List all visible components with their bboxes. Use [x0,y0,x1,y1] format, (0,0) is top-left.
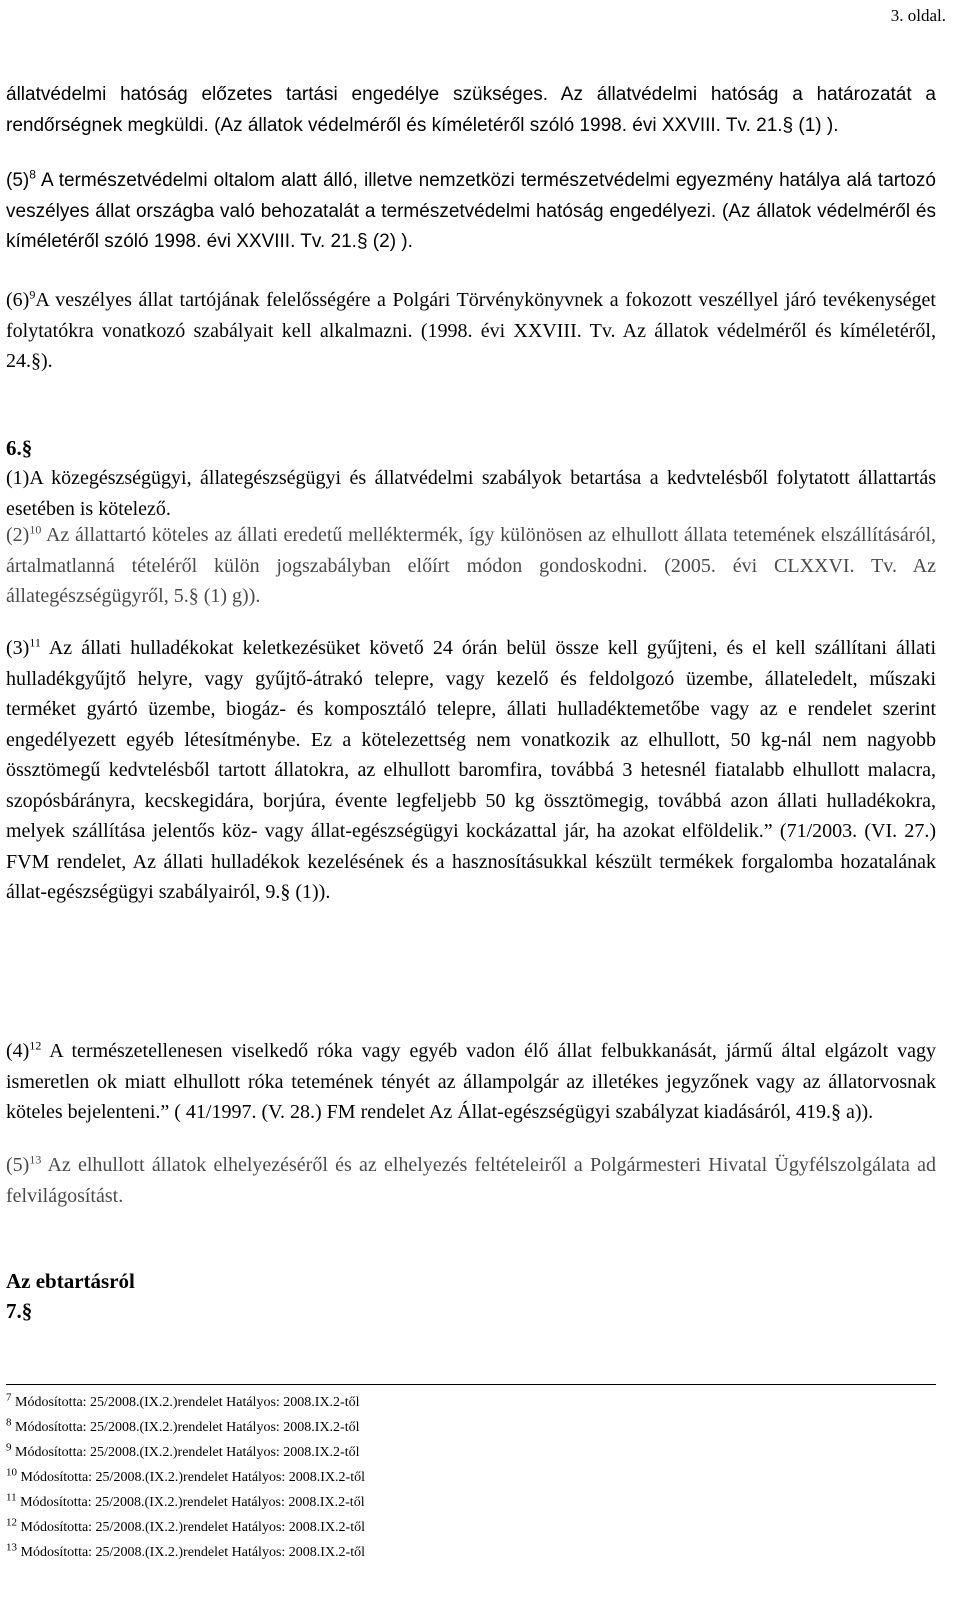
footnote [6,1490,936,1515]
section-6-paragraph-4 [6,1036,936,1128]
footnote-number: 8 [6,1416,12,1429]
footnote-ref[interactable]: 11 [29,635,41,650]
section-6-paragraph-5 [6,1150,936,1211]
footnote [6,1515,936,1540]
footnote-divider [6,1384,936,1385]
paragraph-text: Az állattartó köteles az állati eredetű melléktermék, így különösen az elhullott állata tetemének elszállításáról, ártalmatlanná tételéről külön jogszabályban előírt módon gondoskodni. (2005. évi CLXXVI. Tv. Az állategészségügyről, 5.§ (1) g)). [6,524,936,607]
footnote-ref[interactable]: 9 [29,287,36,302]
footnote-ref[interactable]: 10 [29,522,42,537]
footnote-text: Módosította: 25/2008.(IX.2.)rendelet Hatályos: 2008.IX.2-től [15,1445,360,1460]
paragraph-number: (2) [6,524,30,546]
footnote-number: 11 [6,1491,17,1504]
footnote-text: Módosította: 25/2008.(IX.2.)rendelet Hatályos: 2008.IX.2-től [20,1520,365,1535]
footnotes [6,1390,936,1565]
paragraph-number: (6) [6,289,30,311]
section-7-heading: Az ebtartásról [6,1269,135,1293]
paragraph-5 [6,166,936,258]
paragraph-number: (3) [6,637,30,659]
footnote-ref[interactable]: 12 [29,1038,42,1053]
footnote-text: Módosította: 25/2008.(IX.2.)rendelet Hatályos: 2008.IX.2-től [20,1495,365,1510]
footnote [6,1540,936,1565]
footnote-text: Módosította: 25/2008.(IX.2.)rendelet Hatályos: 2008.IX.2-től [15,1395,360,1410]
footnote-text: Módosította: 25/2008.(IX.2.)rendelet Hatályos: 2008.IX.2-től [20,1470,365,1485]
paragraph-6 [6,285,936,377]
footnote [6,1465,936,1490]
paragraph-number: (5) [6,170,30,191]
paragraph-text: A természetellenesen viselkedő róka vagy egyéb vadon élő állat felbukkanását, jármű által elgázolt vagy ismeretlen ok miatt elhullott róka tetemének tényét az állampolgár az illetékes jegyzőnek vagy az állatorvosnak köteles bejelenteni.” ( 41/1997. (V. 28.) FM rendelet Az Állat-egészségügyi szabályzat kiadásáról, 419.§ a)). [6,1040,936,1123]
footnote-number: 12 [6,1516,17,1529]
paragraph-text: A természetvédelmi oltalom alatt álló, illetve nemzetközi természetvédelmi egyezmény hatálya alá tartozó veszélyes állat országba való behozatalát a természetvédelmi hatóság engedélyezi. (Az állatok védelméről és kíméletéről szóló 1998. évi XXVIII. Tv. 21.§ (2) ). [6,170,936,252]
footnote [6,1440,936,1465]
paragraph-text: Az állati hulladékokat keletkezésüket követő 24 órán belül össze kell gyűjteni, és el kell szállítani állati hulladékgyűjtő helyre, vagy gyűjtő-átrakó telepre, vagy kezelő és feldolgozó üzembe, állateledelt, műszaki terméket gyártó üzembe, biogáz- és komposztáló telepre, állati hulladéktemetőbe vagy az e rendelet szerint engedélyezett egyéb létesítménybe. Ez a kötelezettség nem vonatkozik az elhullott, 50 kg-nál nem nagyobb össztömegű kedvtelésből tartott állatokra, az elhullott baromfira, továbbá 3 hetesnél fiatalabb elhullott malacra, szopósbárányra, kecskegidára, borjúra, évente legfeljebb 50 kg össztömegig, továbbá azon állati hulladékokra, melyek szállítása jelentős köz- vagy állat-egészségügyi kockázattal jár, ha azokat elföldelik.” (71/2003. (VI. 27.) FVM rendelet, Az állati hulladékok kezelésének és a hasznosításukkal készült termékek forgalomba hozatalának állat-egészségügyi szabályairól, 9.§ (1)). [6,637,936,903]
section-6-paragraph-3 [6,633,936,908]
footnote-number: 9 [6,1441,12,1454]
footnote-number: 7 [6,1391,12,1404]
footnote-ref[interactable]: 13 [29,1152,42,1167]
footnote-number: 13 [6,1541,17,1554]
paragraph-continued [6,80,936,141]
paragraph-number: (4) [6,1040,30,1062]
section-6-title: 6.§ [6,436,33,460]
section-6-paragraph-1 [6,463,936,524]
footnote-number: 10 [6,1466,17,1479]
paragraph-number: (5) [6,1154,30,1176]
paragraph-text: Az elhullott állatok elhelyezéséről és az elhelyezés feltételeiről a Polgármesteri Hivatal Ügyfélszolgálata ad felvilágosítást. [6,1154,936,1207]
footnote [6,1415,936,1440]
page-number: 3. oldal. [890,6,946,25]
footnote-text: Módosította: 25/2008.(IX.2.)rendelet Hatályos: 2008.IX.2-től [15,1420,360,1435]
footnote [6,1390,936,1415]
footnote-ref[interactable]: 8 [29,167,36,182]
section-6-paragraph-2 [6,520,936,612]
paragraph-text: (1)A közegészségügyi, állategészségügyi és állatvédelmi szabályok betartása a kedvtelésből folytatott állattartás esetében is kötelező. [6,467,936,520]
footnote-text: Módosította: 25/2008.(IX.2.)rendelet Hatályos: 2008.IX.2-től [20,1545,365,1560]
paragraph-text: állatvédelmi hatóság előzetes tartási engedélye szükséges. Az állatvédelmi hatóság a határozatát a rendőrségnek megküldi. (Az állatok védelméről és kíméletéről szóló 1998. évi XXVIII. Tv. 21.§ (1) ). [6,84,936,136]
paragraph-text: A veszélyes állat tartójának felelősségére a Polgári Törvénykönyvnek a fokozott veszéllyel járó tevékenységet folytatókra vonatkozó szabályait kell alkalmazni. (1998. évi XXVIII. Tv. Az állatok védelméről és kíméletéről, 24.§). [6,289,936,372]
section-7-title: 7.§ [6,1299,33,1323]
